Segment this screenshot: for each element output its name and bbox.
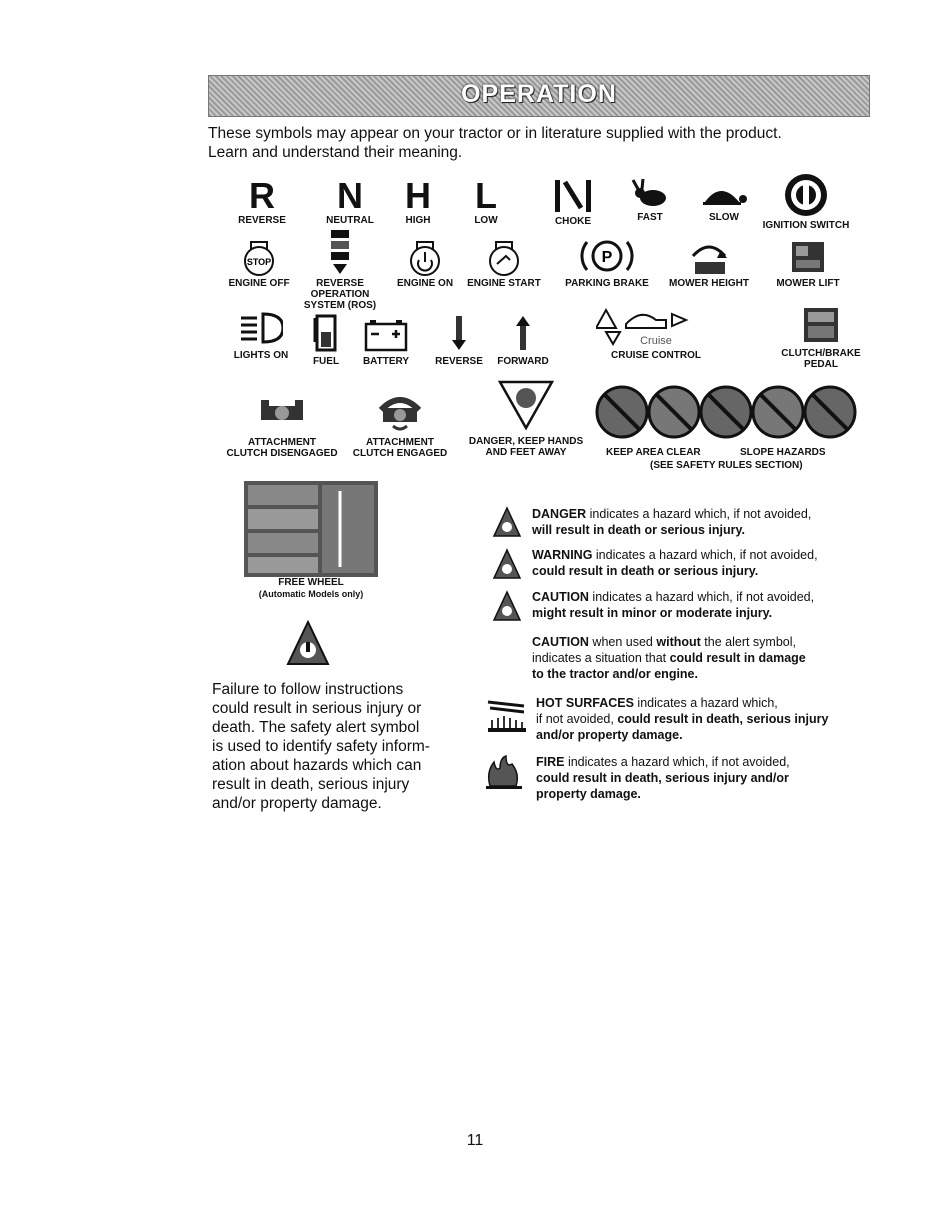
danger-word: DANGER — [532, 507, 587, 521]
low-label: LOW — [474, 215, 498, 226]
automatic-models-label: (Automatic Models only) — [258, 589, 364, 599]
neutral-label: NEUTRAL — [326, 215, 374, 226]
warning-rest: indicates a hazard which, if not avoided, — [592, 548, 818, 562]
hot-line2b: could result in death, serious injury — [617, 712, 829, 726]
caution-word: CAUTION — [532, 590, 589, 604]
lights-on-label: LIGHTS ON — [233, 350, 289, 361]
danger-hands-label-2: AND FEET AWAY — [485, 447, 567, 458]
danger-definition — [532, 506, 811, 538]
ros-label-2: OPERATION — [310, 289, 370, 300]
intro-text — [208, 124, 868, 162]
caution2-word: CAUTION — [532, 635, 589, 649]
fuel-pump-icon — [311, 312, 341, 352]
symbol-parking-brake — [560, 236, 654, 289]
symbol-slow — [696, 178, 752, 223]
caution2-line3: to the tractor and/or engine. — [532, 667, 698, 681]
symbol-ros — [300, 228, 380, 311]
clutch-brake-label-1: CLUTCH/BRAKE — [781, 348, 861, 359]
danger-bold: will result in death or serious injury. — [532, 523, 746, 537]
attachment-disengaged-label-1: ATTACHMENT — [248, 437, 316, 448]
mower-height-icon — [687, 238, 731, 276]
caution-no-symbol-definition — [532, 634, 806, 682]
cruise-control-icon — [596, 306, 716, 348]
parking-brake-icon — [579, 236, 635, 276]
high-label: HIGH — [405, 215, 431, 226]
engine-start-icon — [484, 238, 524, 276]
mower-height-label: MOWER HEIGHT — [669, 278, 749, 289]
clutch-brake-label-2: PEDAL — [804, 359, 838, 370]
fire-icon — [484, 754, 524, 790]
safety-alert-paragraph: Failure to follow instructions could result in serious injury or death. The safety alert symbol is used to identify safety inform- ation about hazards which can result in death, serious injury and/or property damage. — [212, 681, 430, 812]
fire-rest: indicates a hazard which, if not avoided, — [564, 755, 790, 769]
symbol-forward — [490, 314, 556, 367]
stop-text: STOP — [246, 257, 272, 267]
fast-label: FAST — [637, 212, 663, 223]
warning-bold: could result in death or serious injury. — [532, 564, 759, 578]
cruise-control-label: CRUISE CONTROL — [611, 350, 701, 361]
attachment-engaged-label-1: ATTACHMENT — [366, 437, 434, 448]
attachment-disengaged-label-2: CLUTCH DISENGAGED — [226, 448, 338, 459]
ros-label-1: REVERSE — [316, 278, 364, 289]
ignition-switch-icon — [783, 172, 829, 218]
engine-start-label: ENGINE START — [467, 278, 541, 289]
hot-line3: and/or property damage. — [536, 728, 683, 742]
free-wheel-panel — [244, 481, 378, 577]
reverse-glyph: R — [249, 175, 275, 216]
low-glyph: L — [475, 175, 497, 216]
symbol-attachment-disengaged — [222, 392, 342, 459]
engine-off-icon — [239, 238, 279, 276]
prohibition-signs-icon — [594, 384, 858, 440]
fire-definition — [536, 754, 790, 802]
fire-bold-2: property damage. — [536, 787, 641, 801]
danger-hands-icon — [496, 378, 556, 432]
clutch-brake-icon — [800, 306, 842, 344]
fuel-label: FUEL — [312, 356, 340, 367]
symbol-cruise-control — [596, 306, 716, 361]
choke-label: CHOKE — [554, 216, 592, 227]
ros-icon — [325, 228, 355, 276]
slow-label: SLOW — [709, 212, 739, 223]
symbol-choke — [546, 178, 600, 227]
battery-icon — [363, 318, 409, 352]
engine-on-icon — [405, 238, 445, 276]
symbol-lights-on — [226, 310, 296, 361]
choke-icon — [551, 178, 595, 214]
ignition-label: IGNITION SWITCH — [762, 220, 850, 231]
caution2-without: without — [656, 635, 701, 649]
attachment-disengaged-icon — [257, 392, 307, 432]
forward-label: FORWARD — [497, 356, 549, 367]
hot-word: HOT SURFACES — [536, 696, 634, 710]
mower-lift-icon — [788, 238, 828, 276]
attachment-engaged-icon — [375, 392, 425, 432]
forward-arrow-icon — [513, 314, 533, 352]
symbol-clutch-brake — [776, 306, 866, 370]
reverse-label: REVERSE — [238, 215, 286, 226]
engine-off-label: ENGINE OFF — [228, 278, 290, 289]
caution2-line2b: could result in damage — [669, 651, 806, 665]
keep-area-clear-label: KEEP AREA CLEAR — [606, 447, 701, 458]
neutral-glyph: N — [337, 175, 363, 216]
free-wheel-label: FREE WHEEL — [278, 577, 344, 588]
section-title: OPERATION — [461, 80, 617, 108]
caution2-rest: the alert symbol, — [700, 635, 796, 649]
hot-line2a: if not avoided, — [536, 712, 618, 726]
fire-word: FIRE — [536, 755, 565, 769]
parking-glyph: P — [601, 249, 613, 266]
symbol-reverse — [232, 175, 292, 226]
symbol-danger-hands — [466, 378, 586, 458]
cruise-text: Cruise — [640, 335, 672, 347]
free-wheel-icon — [244, 481, 378, 577]
symbol-ignition — [758, 172, 854, 231]
symbol-fast — [622, 178, 678, 223]
symbol-engine-on — [390, 238, 460, 289]
hot-surfaces-definition — [536, 695, 828, 743]
symbol-fuel — [300, 312, 352, 367]
caution-bold: might result in minor or moderate injury. — [532, 606, 773, 620]
symbol-low — [464, 175, 508, 226]
symbol-mower-lift — [770, 238, 846, 289]
warning-definition — [532, 547, 818, 579]
safety-alert-icon — [286, 620, 330, 666]
engine-on-label: ENGINE ON — [396, 278, 454, 289]
fire-bold-1: could result in death, serious injury and/or — [536, 771, 789, 785]
danger-alert-icon — [492, 506, 522, 538]
mower-lift-label: MOWER LIFT — [776, 278, 840, 289]
caution-definition — [532, 589, 814, 621]
attachment-engaged-label-2: CLUTCH ENGAGED — [352, 448, 448, 459]
intro-line-2: Learn and understand their meaning. — [208, 144, 463, 161]
intro-line-1: These symbols may appear on your tractor or in literature supplied with the product. — [208, 125, 782, 142]
high-glyph: H — [405, 175, 431, 216]
symbol-mower-height — [666, 238, 752, 289]
parking-brake-label: PARKING BRAKE — [565, 278, 649, 289]
danger-rest: indicates a hazard which, if not avoided, — [586, 507, 812, 521]
hot-rest: indicates a hazard which, — [633, 696, 778, 710]
symbol-neutral — [318, 175, 382, 226]
see-safety-label: (SEE SAFETY RULES SECTION) — [650, 460, 803, 471]
symbol-engine-start — [464, 238, 544, 289]
symbol-area-slope-hazards — [594, 384, 858, 440]
slope-hazards-label: SLOPE HAZARDS — [740, 447, 826, 458]
caution-alert-icon — [492, 590, 522, 622]
symbol-engine-off — [224, 238, 294, 289]
hot-surface-icon — [484, 698, 530, 734]
warning-word: WARNING — [532, 548, 593, 562]
warning-alert-icon — [492, 548, 522, 580]
turtle-icon — [699, 178, 749, 210]
caution-rest: indicates a hazard which, if not avoided, — [588, 590, 815, 604]
caution2-line2a: indicates a situation that — [532, 651, 670, 665]
danger-hands-label-1: DANGER, KEEP HANDS — [468, 436, 584, 447]
symbol-battery — [354, 318, 418, 367]
symbol-attachment-engaged — [350, 392, 450, 459]
rabbit-icon — [629, 178, 671, 210]
symbol-high — [396, 175, 440, 226]
caution2-mid: when used — [588, 635, 657, 649]
reverse-pedal-label: REVERSE — [435, 356, 483, 367]
page-number: 11 — [466, 1132, 484, 1149]
battery-label: BATTERY — [362, 356, 410, 367]
reverse-arrow-icon — [449, 314, 469, 352]
symbol-reverse-pedal — [430, 314, 488, 367]
section-banner — [208, 75, 870, 117]
headlight-icon — [239, 310, 283, 346]
ros-label-3: SYSTEM (ROS) — [303, 300, 377, 311]
